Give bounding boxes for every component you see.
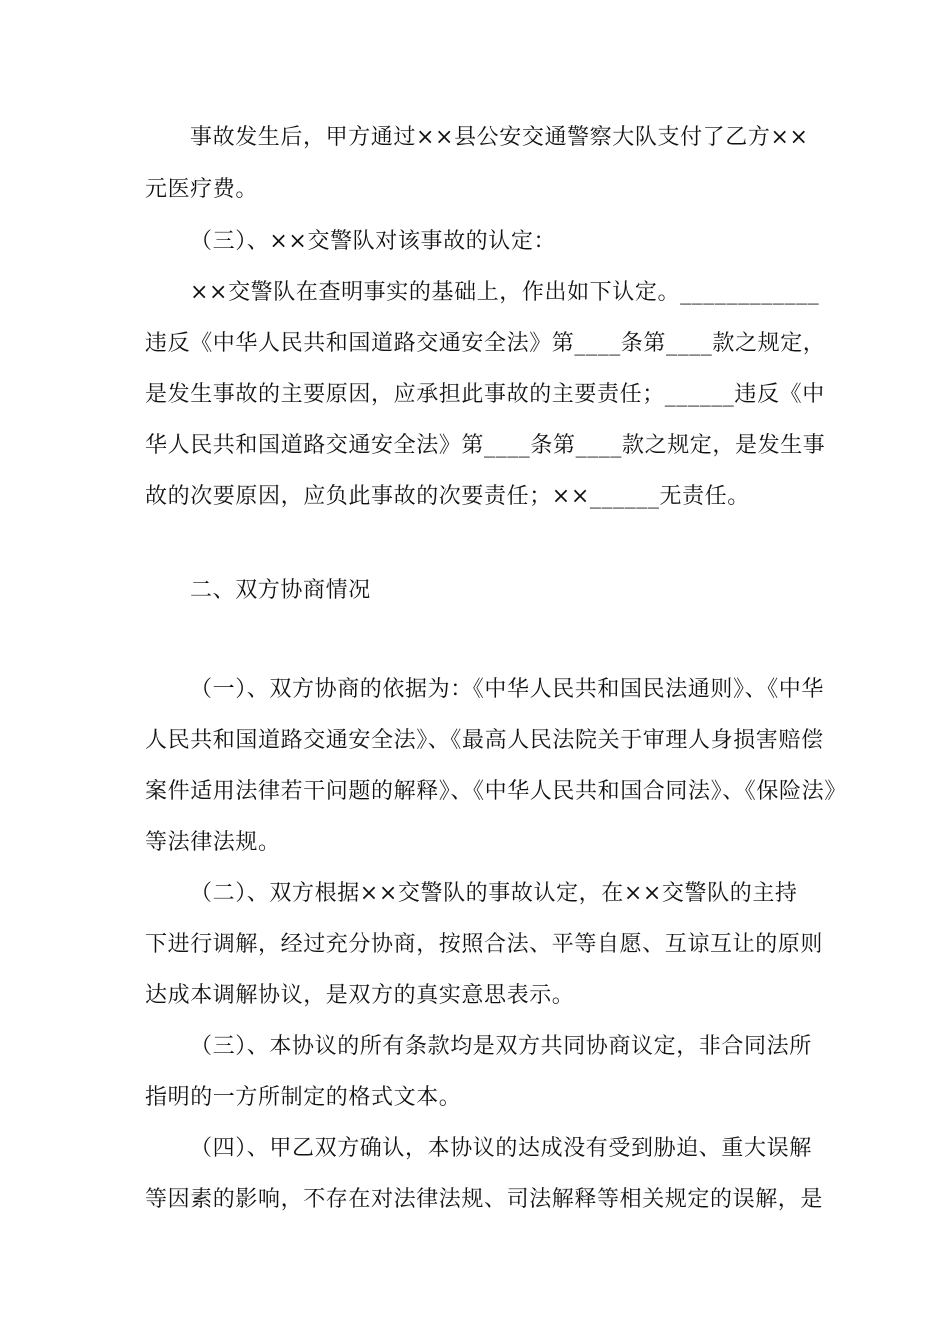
paragraph-line: 案件适用法律若干问题的解释》、《中华人民共和国合同法》、《保险法》: [145, 779, 847, 804]
paragraph-line: 元医疗费。: [145, 177, 259, 202]
paragraph-line: （三）、本协议的所有条款均是双方共同协商议定，非合同法所: [190, 1034, 812, 1059]
paragraph-line: 人民共和国道路交通安全法》、《最高人民法院关于审理人身损害赔偿: [145, 728, 824, 753]
paragraph-line: 事故发生后，甲方通过××县公安交通警察大队支付了乙方××: [190, 125, 809, 150]
paragraph-line: 下进行调解，经过充分协商，按照合法、平等自愿、互谅互让的原则: [145, 932, 824, 957]
paragraph-line: （四）、甲乙双方确认，本协议的达成没有受到胁迫、重大误解: [190, 1136, 812, 1161]
paragraph-line: 违反《中华人民共和国道路交通安全法》第____条第____款之规定，: [145, 331, 826, 356]
paragraph-line: （一）、双方协商的依据为：《中华人民共和国民法通则》、《中华: [190, 677, 825, 702]
paragraph-line: 等法律法规。: [145, 830, 281, 855]
paragraph-line: 达成本调解协议，是双方的真实意思表示。: [145, 983, 575, 1008]
section-heading: （三）、××交警队对该事故的认定：: [190, 229, 557, 254]
paragraph-line: 华人民共和国道路交通安全法》第____条第____款之规定，是发生事: [145, 433, 826, 458]
paragraph-line: 是发生事故的主要原因，应承担此事故的主要责任；______违反《中: [145, 382, 825, 407]
paragraph-line: ××交警队在查明事实的基础上，作出如下认定。____________: [190, 280, 820, 305]
section-title: 二、双方协商情况: [190, 578, 371, 603]
paragraph-line: 指明的一方所制定的格式文本。: [145, 1085, 462, 1110]
paragraph-line: （二）、双方根据××交警队的事故认定，在××交警队的主持: [190, 881, 798, 906]
paragraph-line: 等因素的影响，不存在对法律法规、司法解释等相关规定的误解，是: [145, 1187, 824, 1212]
paragraph-line: 故的次要原因，应负此事故的次要责任；××______无责任。: [145, 484, 750, 509]
